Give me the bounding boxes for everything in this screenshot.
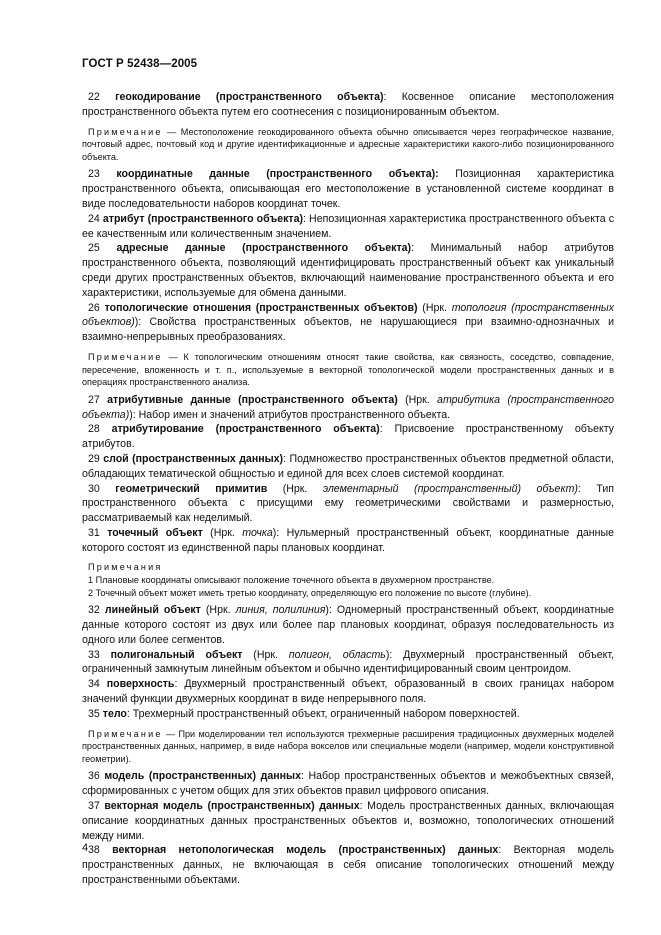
term: слой (пространственных данных) bbox=[103, 452, 284, 465]
term: тело bbox=[102, 707, 127, 720]
term: геометрический примитив bbox=[115, 482, 268, 495]
note-22: Примечание — Местоположение геокодированного объекта обычно описывается через географическое название, почтовый адрес, почтовый код и другие идентификационные и адресные характеристики какого-либо позиционированного объекта. bbox=[82, 126, 614, 162]
entry-27: 27 атрибутивные данные (пространственного объекта) (Нрк. атрибутика (пространственного объекта)): Набор имен и значений атрибутов пространственного объекта. bbox=[82, 393, 614, 421]
entry-36: 36 модель (пространственных) данных: Набор пространственных объектов и межобъектных связей, сформированных с учетом общих для этих объектов правил цифрового описания. bbox=[82, 770, 614, 798]
entry-28: 28 атрибутирование (пространственного объекта): Присвоение пространственному объекту атрибутов. bbox=[82, 423, 614, 451]
term: линейный объект bbox=[104, 604, 201, 617]
note-35: Примечание — При моделировании тел используются трехмерные расширения традиционных двухмерных моделей пространственных данных, например, в виде набора вокселов или специальные модели (например, модели конструктивной геометрии). bbox=[82, 728, 614, 764]
entry-25: 25 адресные данные (пространственного объекта): Минимальный набор атрибутов пространственного объекта, позволяющий идентифицировать пространственный объект как уникальный среди других пространственных объектов, включающий наименование пространственного объекта и его характеристики, используемые для обмена данными. bbox=[82, 242, 615, 299]
term: атрибутивные данные (пространственного объекта) bbox=[107, 393, 398, 406]
page-number: 4 bbox=[82, 842, 89, 854]
entry-22: 22 геокодирование (пространственного объекта): Косвенное описание местоположения пространственного объекта путем его соотнесения с позиционированным объектом. bbox=[82, 91, 614, 118]
entry-31: 31 точечный объект (Нрк. точка): Нульмерный пространственный объект, координатные данные которого состоят из единственной пары плановых координат. bbox=[82, 526, 614, 554]
note-31: Примечания 1 Плановые координаты описывают положение точечного объекта в двухмерном пространстве. 2 Точечный объект может иметь третью координату, определяющую его положение по высоте (глубине). bbox=[88, 562, 532, 598]
entry-34: 34 поверхность: Двухмерный пространственный объект, образованный в своих границах набором значений функции двухмерных координат в виде непрерывного поля. bbox=[82, 678, 614, 706]
term: модель (пространственных) данных bbox=[104, 770, 301, 783]
entry-29: 29 слой (пространственных данных): Подмножество пространственных объектов предметной области, обладающих тематической общностью и единой для всех слоев системой координат. bbox=[82, 452, 615, 480]
term: топологические отношения (пространственных объектов) bbox=[104, 301, 418, 314]
entry-33: 33 полигональный объект (Нрк. полигон, область): Двухмерный пространственный объект, ограниченный замкнутым линейным объектом и обычно идентифицированный своим центроидом. bbox=[82, 648, 614, 676]
term: точечный объект bbox=[107, 526, 203, 539]
term: атрибут (пространственного объекта) bbox=[102, 212, 304, 225]
term: полигональный объект bbox=[110, 648, 243, 661]
entry-26: 26 топологические отношения (пространственных объектов) (Нрк. топология (пространственных объектов)): Свойства пространственных объектов, не нарушающиеся при взаимно-однозначных и взаимно-непрерывных преобразованиях. bbox=[82, 301, 614, 344]
term: адресные данные (пространственного объекта) bbox=[116, 242, 412, 255]
document-body bbox=[82, 90, 614, 888]
entry-30: 30 геометрический примитив (Нрк. элементарный (пространственный) объект): Тип пространственного объекта с присущими ему геометрическими свойствами и размерностью, рассматриваемый как неделимый. bbox=[82, 482, 615, 525]
entry-23: 23 координатные данные (пространственного объекта): Позиционная характеристика пространственного объекта, описывающая его местоположение в установленной системе координат в виде последовательности наборов координат точек. bbox=[82, 168, 615, 210]
term: атрибутирование (пространственного объекта) bbox=[111, 423, 380, 436]
entry-37: 37 векторная модель (пространственных) данных: Модель пространственных данных, включающая описание координатных данных пространственных объектов и, возможно, топологических отношений между ними. bbox=[82, 800, 614, 842]
term: координатные данные (пространственного объекта): bbox=[116, 168, 439, 181]
term: векторная модель (пространственных) данных bbox=[104, 800, 360, 813]
document-header: ГОСТ Р 52438—2005 bbox=[82, 58, 198, 70]
term: векторная нетопологическая модель (пространственных) данных bbox=[112, 844, 499, 857]
entry-32: 32 линейный объект (Нрк. линия, полилиния): Одномерный пространственный объект, координатные данные которого состоят из двух или более пар плановых координат, образуя последовательность из одного или более сегментов. bbox=[82, 604, 614, 646]
term: поверхность bbox=[106, 678, 175, 691]
entry-35: 35 тело: Трехмерный пространственный объект, ограниченный набором поверхностей. bbox=[88, 707, 520, 720]
note-26: Примечание — К топологическим отношениям относят такие свойства, как связность, соседство, совпадение, пересечение, вложенность и т. п., используемые в векторной топологической модели пространственных данных и в операциях пространственного анализа. bbox=[82, 351, 614, 388]
entry-24: 24 атрибут (пространственного объекта): Непозиционная характеристика пространственного объекта с ее качественным или количественным значением. bbox=[82, 212, 614, 240]
entry-38: 38 векторная нетопологическая модель (пространственных) данных: Векторная модель пространственных данных, не включающая в себя описание топологических отношений между пространственными объектами. bbox=[82, 844, 614, 886]
term: геокодирование (пространственного объекта) bbox=[115, 91, 384, 103]
